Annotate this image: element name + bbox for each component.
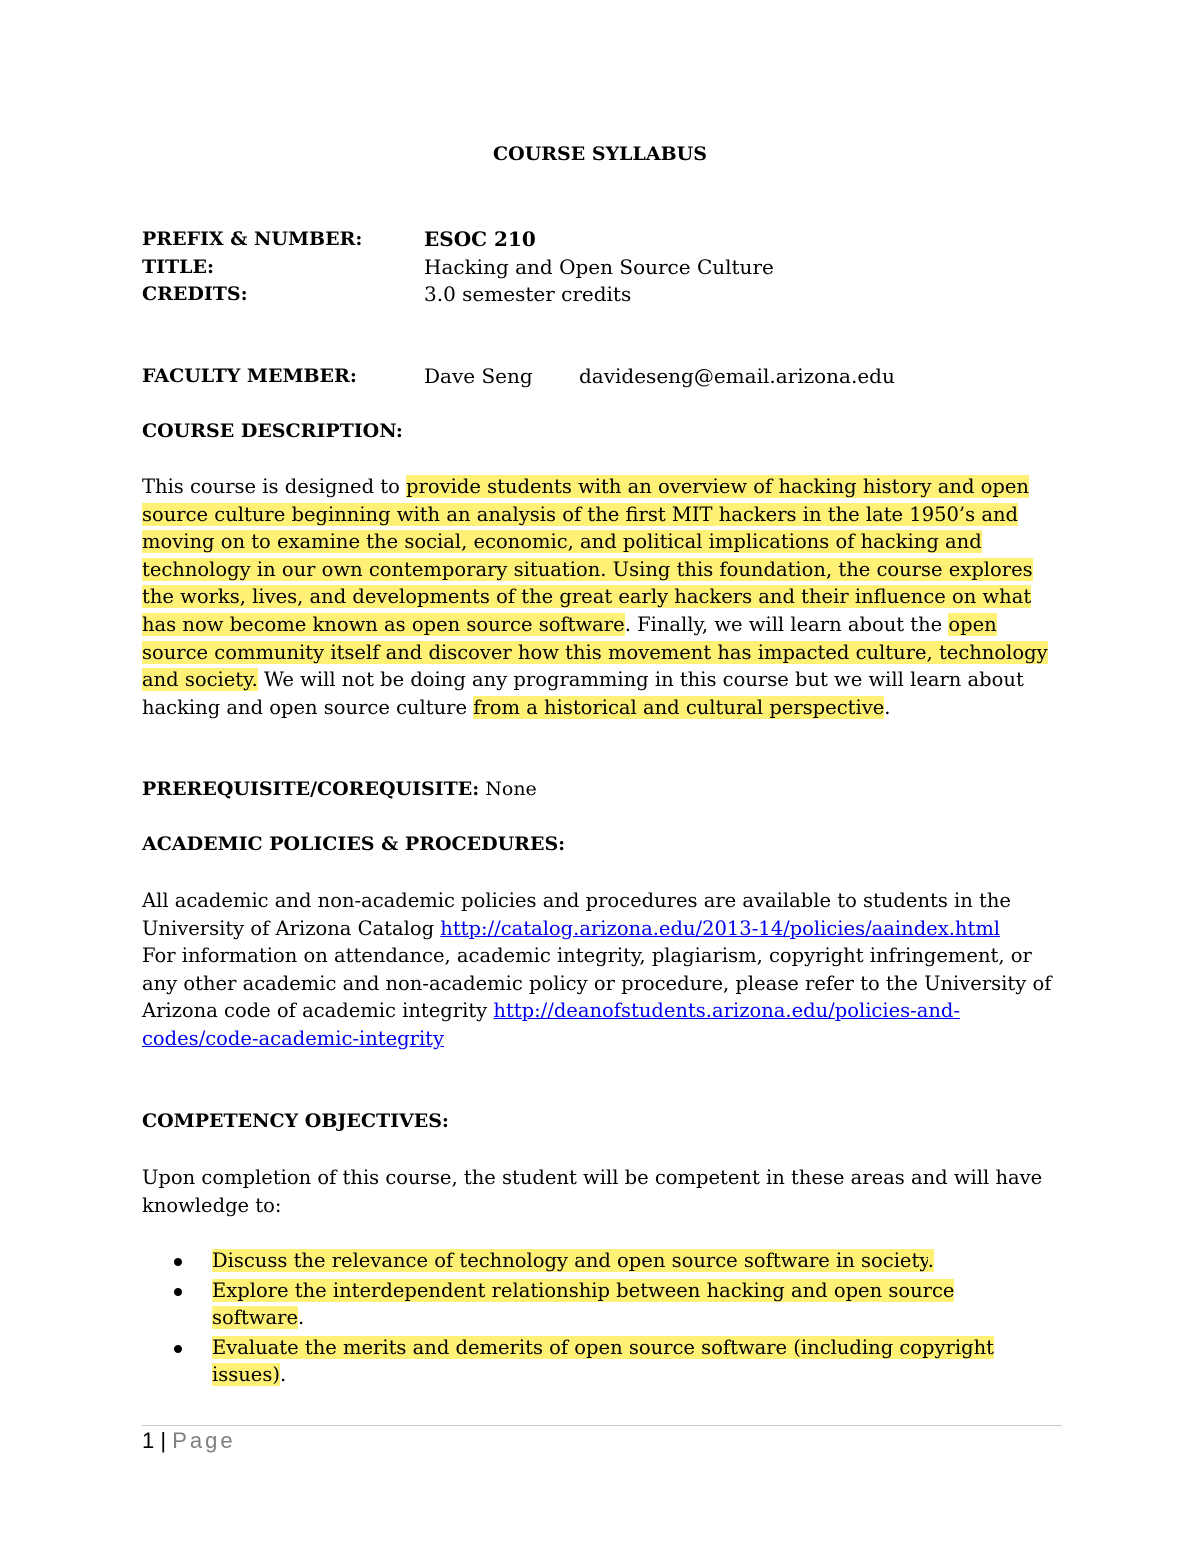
- description-text: We will not be doing any programming in this course but we will learn about hacking and open source culture: [142, 668, 1024, 719]
- credits-row: [142, 281, 1067, 309]
- description-text: . Finally, we will learn about the: [624, 612, 949, 636]
- faculty-row: [142, 363, 1067, 391]
- prereq-line: [142, 778, 537, 800]
- objectives-list: [142, 1247, 1042, 1391]
- bullet-icon: [174, 1345, 182, 1353]
- description-highlight: from a historical and cultural perspective: [473, 695, 885, 719]
- page-title: COURSE SYLLABUS: [493, 143, 707, 165]
- credits-label: CREDITS:: [142, 283, 248, 305]
- description-text: This course is designed to: [142, 475, 407, 498]
- bullet-icon: [174, 1288, 182, 1296]
- policies-text: All academic and non-academic policies and procedures are available to students in the University of Arizona Catalog: [142, 889, 1011, 940]
- list-item: Explore the interdependent relationship between hacking and open source software.: [142, 1277, 1042, 1332]
- list-item: Discuss the relevance of technology and open source software in society.: [142, 1247, 1042, 1275]
- page-word: Page: [172, 1428, 236, 1453]
- course-info: [142, 226, 1067, 309]
- prefix-label: PREFIX & NUMBER:: [142, 228, 363, 250]
- title-label: TITLE:: [142, 255, 215, 278]
- description-text: .: [884, 695, 891, 719]
- description-paragraph: [142, 473, 1067, 721]
- competency-heading: COMPETENCY OBJECTIVES:: [142, 1110, 449, 1132]
- prefix-row: [142, 226, 1067, 254]
- list-item: Evaluate the merits and demerits of open source software (including copyright issues).: [142, 1334, 1042, 1389]
- credits-value: 3.0 semester credits: [424, 282, 632, 306]
- page-footer: [142, 1428, 236, 1454]
- faculty-email: davideseng@email.arizona.edu: [579, 364, 895, 388]
- prereq-value: None: [479, 778, 537, 800]
- integrity-link[interactable]: http://deanofstudents.arizona.edu/policies-and- codes/code-academic-integrity: [142, 999, 960, 1050]
- prefix-value: ESOC 210: [424, 227, 536, 251]
- policies-heading: ACADEMIC POLICIES & PROCEDURES:: [142, 833, 566, 855]
- description-heading: COURSE DESCRIPTION:: [142, 420, 403, 442]
- faculty-name: Dave Seng: [424, 364, 533, 388]
- prereq-label: PREREQUISITE/COREQUISITE:: [142, 778, 480, 800]
- policies-text: For information on attendance, academic integrity, plagiarism, copyright infringement, or any other academic and non-academic policy or procedure, please refer to the University of Arizona code of academic integrity: [142, 944, 1052, 1023]
- description-highlight: open source community itself and discover how this movement has impacted culture, technology and society.: [142, 612, 1048, 692]
- page-number: 1: [142, 1428, 155, 1453]
- footer-divider: [142, 1425, 1062, 1426]
- competency-intro: Upon completion of this course, the student will be competent in these areas and will have knowledge to:: [142, 1166, 1043, 1217]
- description-highlight: provide students with an overview of hacking history and open source culture beginning with an analysis of the first MIT hackers in the late 1950’s and moving on to examine the social, economic, and political implications of hacking and technology in our own contemporary situation. Using this foundation, the course explores the works, lives, and developments of the great early hackers and their influence on what has now become known as open source software: [142, 475, 1033, 636]
- catalog-link[interactable]: http://catalog.arizona.edu/2013-14/policies/aaindex.html: [440, 916, 1001, 940]
- policies-paragraph: [142, 887, 1067, 1053]
- bullet-icon: [174, 1258, 182, 1266]
- title-value: Hacking and Open Source Culture: [424, 254, 774, 279]
- title-row: [142, 254, 1067, 282]
- faculty-label: FACULTY MEMBER:: [142, 365, 357, 387]
- footer-separator: |: [154, 1428, 173, 1453]
